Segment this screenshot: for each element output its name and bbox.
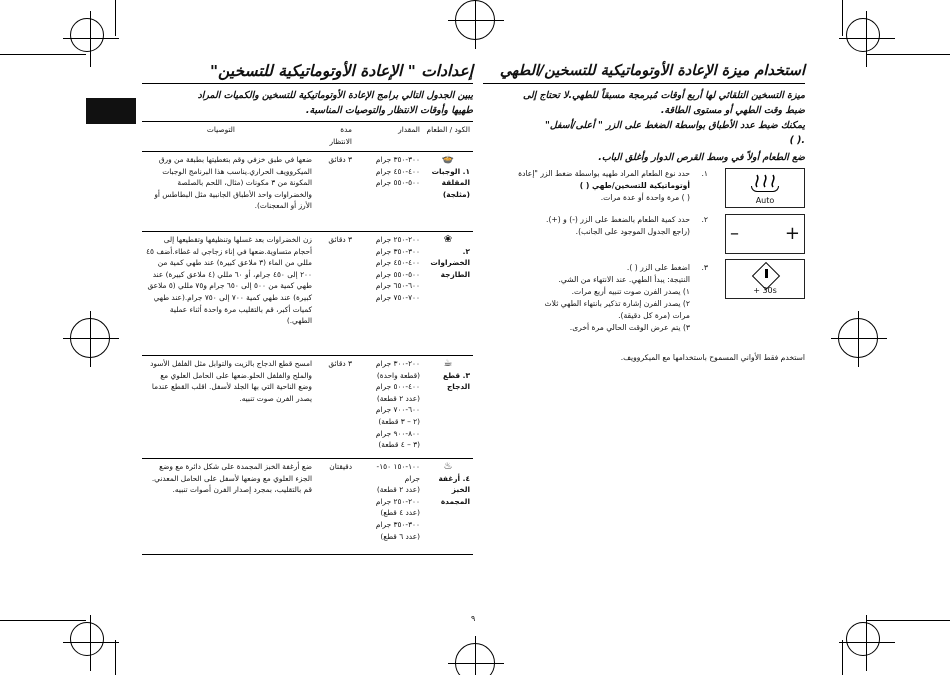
registration-mark xyxy=(70,18,104,52)
table-header-row xyxy=(142,122,473,152)
left-intro xyxy=(142,88,473,118)
step-line: ٢) يصدر الفرن إشارة تذكير بانتهاء الطهي ثلاث xyxy=(544,299,690,308)
start-button-label: + 30s xyxy=(753,286,777,295)
quantity-line: ١٠٠-١٥٠ ١٥٠- xyxy=(376,462,420,471)
step-line: أوتوماتيكية للتسخين/طهي ( ) xyxy=(579,181,690,190)
registration-mark xyxy=(455,643,495,675)
bowl-icon xyxy=(751,186,779,192)
left-title-rule xyxy=(142,83,473,84)
chicken-pieces-icon: ☕ xyxy=(443,358,453,369)
step-line: اضغط على الزر ( ). xyxy=(626,263,690,272)
quantity-line: ٣٠٠-٣٥٠ جرام xyxy=(375,155,420,164)
step-line: النتيجة: يبدأ الطهي. عند الانتهاء من الشي. xyxy=(558,275,690,284)
registration-mark xyxy=(455,0,495,40)
right-intro-line: .( ) xyxy=(789,135,805,146)
right-intro-line: يمكنك ضبط عدد الأطباق بواسطة الضغط على الزر " أعلى/أسفل" xyxy=(545,120,805,131)
row-standing: ٣ دقائق xyxy=(315,356,355,459)
quantity-line: ٢٠٠-٢٥٠ جرام xyxy=(375,496,420,506)
crop-mark xyxy=(866,54,950,55)
right-section-title: استخدام ميزة الإعادة الأوتوماتيكية للتسخين/الطهي xyxy=(499,63,805,79)
step-line: (راجع الجدول الموجود على الجانب). xyxy=(575,227,690,236)
quantity-line: ٣٠٠-٣٥٠ جرام xyxy=(375,246,420,256)
row-standing: دقيقتان xyxy=(315,459,355,555)
quantity-line: (عدد ٤ قطع) xyxy=(380,508,420,518)
quantity-line: ٥٠٠-٥٥٠ جرام xyxy=(375,178,420,188)
header-standing: مدة الانتظار xyxy=(315,122,355,152)
registration-mark xyxy=(838,318,878,358)
quantity-line: ٢٠٠-٢٥٠ جرام xyxy=(375,235,420,244)
step-number: ٢. xyxy=(701,215,708,224)
auto-reheat-table xyxy=(142,121,473,555)
row-code: ١. الوجبات المقلقة (مثلجة) xyxy=(431,166,470,199)
step-1 xyxy=(490,168,708,204)
row-standing: ٣ دقائق xyxy=(315,152,355,232)
row-code-cell xyxy=(423,356,473,459)
right-intro xyxy=(483,88,805,148)
table-row xyxy=(142,152,473,232)
right-instruction: ضع الطعام أولاً في وسط القرص الدوار وأغلق الباب. xyxy=(598,152,805,163)
step-line: ( ) مرة واحدة أو عدة مرات. xyxy=(600,193,690,202)
quantity-line: ٥٠٠-٥٥٠ جرام xyxy=(375,269,420,279)
header-recommendations: التوصيات xyxy=(142,122,315,152)
crop-mark xyxy=(115,640,116,675)
quantity-line: ٧٠٠-٧٥٠ جرام xyxy=(375,292,420,302)
crop-mark xyxy=(866,620,950,621)
left-section-title: إعدادات " الإعادة الأوتوماتيكية للتسخين" xyxy=(209,62,473,80)
table-row xyxy=(142,356,473,459)
row-standing: ٣ دقائق xyxy=(315,232,355,356)
right-title-rule xyxy=(483,83,805,84)
quantity-line: (عدد ٦ قطع) xyxy=(380,531,420,541)
quantity-line: (٢ – ٣ قطعة) xyxy=(378,416,420,426)
table-row xyxy=(142,459,473,555)
registration-mark xyxy=(70,318,110,358)
quantity-line: ٤٠٠-٥٠٠ جرام xyxy=(375,382,420,392)
step-number: ١. xyxy=(701,169,708,178)
quantity-line: جرام xyxy=(404,473,420,483)
crop-mark xyxy=(0,54,86,55)
step-line: ٣) يتم عرض الوقت الحالي مرة أخرى. xyxy=(569,323,690,332)
left-intro-line: طهيها وأوقات الانتظار والتوصيات المناسبة. xyxy=(305,105,473,116)
usage-note: استخدم فقط الأواني المسموح باستخدامها مع الميكروويف. xyxy=(620,353,805,362)
quantity-line: ٦٠٠-٦٥٠ جرام xyxy=(375,281,420,291)
quantity-line: (عدد ٢ قطعة) xyxy=(376,485,420,495)
quantity-line: ٤٠٠-٤٥٠ جرام xyxy=(375,166,420,176)
registration-mark xyxy=(70,622,104,656)
step-3 xyxy=(490,262,708,334)
quantity-line: ٣٠٠-٣٥٠ جرام xyxy=(375,519,420,529)
page-number: ٩ xyxy=(471,614,476,623)
left-intro-line: يبين الجدول التالي برامج الإعادة الأوتوماتيكية للتسخين والكميات المراد xyxy=(197,90,473,101)
quantity-line: ٦٠٠-٧٠٠ جرام xyxy=(375,405,420,415)
crop-mark xyxy=(0,620,86,621)
quantity-line: ٢٠٠-٣٠٠ جرام xyxy=(375,359,420,368)
quantity-line: (٣ – ٤ قطعة) xyxy=(378,440,420,450)
start-button[interactable] xyxy=(725,259,805,299)
quantity-line: (عدد ٢ قطعة) xyxy=(376,393,420,403)
row-code-cell xyxy=(423,459,473,555)
row-quantity xyxy=(355,459,423,555)
crop-mark xyxy=(842,640,843,675)
row-quantity xyxy=(355,152,423,232)
auto-reheat-button[interactable] xyxy=(725,168,805,208)
start-icon-mark xyxy=(765,269,768,278)
step-2 xyxy=(490,214,708,238)
frozen-bread-icon: ♨ xyxy=(443,461,453,472)
row-code: ٤. أرغفة الخبز المجمدة xyxy=(438,473,470,506)
crop-mark xyxy=(842,0,843,36)
auto-button-label: Auto xyxy=(755,196,775,205)
row-recommendation: زن الخضراوات بعد غسلها وتنظيفها وتقطيعها إلى أحجام متساوية.ضعها في إناء زجاجي له غطاء.أضف ٤٥ مللي من الماء (٣ ملاعق كبيرة) عند طهي كمية من ٢٠٠ إلى ٤٥٠ جرام، أو ٦٠ مللي (٤ ملاعق كبيرة) عند طهي كمية من ٥٠٠ إلى ٦٥٠ جرام و٧٥ مللي (٥ ملاعق كبيرة) عند طهي كمية ٧٠٠ إلى ٧٥٠ جرام.(عند طهي كميات أكبر، قم بالتقليب مرة واحدة أثناء عملية الطهي.) xyxy=(142,232,315,356)
registration-mark xyxy=(846,622,880,656)
right-intro-line: ميزة التسخين التلقائي لها أربع أوقات مُبرمجة مسبقاً للطهي.لا تحتاج إلى xyxy=(522,90,805,101)
header-code: الكود / الطعام xyxy=(423,122,473,152)
table-row xyxy=(142,232,473,356)
step-line: حدد كمية الطعام بالضغط على الزر (-) و (+). xyxy=(546,215,690,224)
quantity-line: ٤٠٠-٤٥٠ جرام xyxy=(375,258,420,268)
steam-icon xyxy=(753,173,777,187)
fresh-vegetables-icon: ❀ xyxy=(443,234,453,245)
row-quantity xyxy=(355,232,423,356)
crop-mark xyxy=(115,0,116,36)
row-code-cell xyxy=(423,152,473,232)
right-intro-line: ضبط وقت الطهي أو مستوى الطاقة. xyxy=(660,105,805,116)
frozen-meal-icon: 🍲 xyxy=(441,154,455,165)
quantity-line: (قطعة واحدة) xyxy=(376,370,420,380)
row-recommendation: ضعها في طبق خزفي وقم بتغطيتها بطبقة من ورق الميكروويف الحراري.يناسب هذا البرنامج الوجبات المكونة من ٣ مكونات (مثال، اللحم بالصلصة والخضراوات واحد الأطباق الجانبية مثل البطاطس أو الأرز أو المعجنات). xyxy=(142,152,315,232)
row-recommendation: ضع أرغفة الخبز المجمدة على شكل دائرة مع وضع الجزء العلوي مع وضعها لأسفل على الحامل المعدني. قم بالتقليب، بمجرد إصدار الفرن أصوات تنبيه. xyxy=(142,459,315,555)
registration-mark xyxy=(846,18,880,52)
step-number: ٣. xyxy=(701,263,708,272)
quantity-buttons xyxy=(725,214,805,254)
row-code: ٢. الخضراوات الطازجة xyxy=(430,246,470,279)
minus-button[interactable]: – xyxy=(730,223,739,244)
plus-button[interactable]: + xyxy=(784,223,800,244)
quantity-line: ٨٠٠-٩٠٠ جرام xyxy=(375,428,420,438)
step-line: ١) يصدر الفرن صوت تنبيه أربع مرات. xyxy=(571,287,690,296)
section-tab-marker xyxy=(86,98,136,124)
row-code-cell xyxy=(423,232,473,356)
row-recommendation: امسح قطع الدجاج بالزيت والتوابل مثل الفلفل الأسود والملح والفلفل الحلو.ضعها على الحامل العلوي مع وضع الناحية التي بها الجلد لأسفل. اقلب القطع عندما يصدر الفرن صوت تنبيه. xyxy=(142,356,315,459)
step-line: حدد نوع الطعام المراد طهيه بواسطة ضغط الزر "إعادة xyxy=(518,169,690,178)
step-line: مرات (مرة كل دقيقة). xyxy=(618,311,690,320)
header-quantity: المقدار xyxy=(355,122,423,152)
row-quantity xyxy=(355,356,423,459)
row-code: ٣. قطع الدجاج xyxy=(443,370,470,392)
